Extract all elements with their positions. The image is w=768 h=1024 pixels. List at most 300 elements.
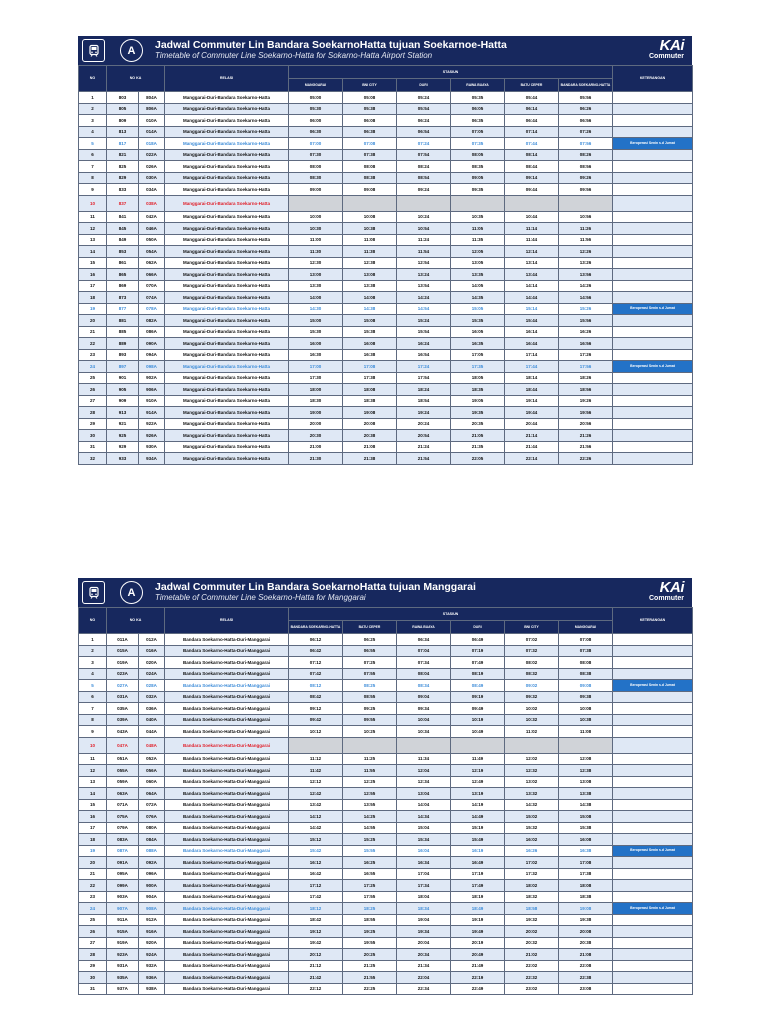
time-cell: 11:55 (343, 765, 397, 777)
header-station: BANDARA SOEKARNO-HATTA (559, 79, 613, 92)
route-cell: Manggarai-Duri-Bandara Soekarno-Hatta (165, 361, 289, 373)
route-cell: Manggarai-Duri-Bandara Soekarno-Hatta (165, 223, 289, 235)
time-cell: 18:02 (505, 880, 559, 892)
header-stasiun: STASIUN (289, 608, 613, 621)
note-cell (613, 972, 693, 984)
time-cell: 21:44 (505, 441, 559, 453)
time-cell: 23:08 (559, 983, 613, 995)
time-cell: 09:55 (343, 714, 397, 726)
time-cell: 17:54 (397, 372, 451, 384)
note-cell (613, 634, 693, 646)
time-cell: 18:24 (397, 384, 451, 396)
time-cell: 11:42 (289, 765, 343, 777)
time-cell: 07:25 (343, 657, 397, 669)
row-number: 12 (79, 223, 107, 235)
train-number: 019A (107, 657, 139, 669)
note-cell (613, 149, 693, 161)
time-cell: 14:30 (289, 303, 343, 315)
route-cell: Manggarai-Duri-Bandara Soekarno-Hatta (165, 115, 289, 127)
train-number: 829 (107, 172, 139, 184)
train-number-alt: 912A (139, 914, 165, 926)
train-number: 809 (107, 115, 139, 127)
time-cell: 08:05 (451, 149, 505, 161)
train-number-alt: 916A (139, 926, 165, 938)
train-number-alt: 096A (139, 868, 165, 880)
train-number-alt: 904A (139, 891, 165, 903)
train-number-alt: 060A (139, 776, 165, 788)
brand-name: KAi (659, 579, 684, 596)
time-cell: 10:00 (289, 211, 343, 223)
route-cell: Manggarai-Duri-Bandara Soekarno-Hatta (165, 292, 289, 304)
note-cell (613, 657, 693, 669)
note-cell (613, 914, 693, 926)
row-number: 24 (79, 361, 107, 373)
time-cell: 11:38 (343, 246, 397, 258)
train-number: 047A (107, 737, 139, 753)
train-number-alt: 098A (139, 361, 165, 373)
brand-sub: Commuter (648, 53, 684, 60)
train-number: 853 (107, 246, 139, 258)
time-cell: 22:14 (505, 453, 559, 465)
table-row (79, 269, 693, 281)
brand-name: KAi (659, 37, 684, 54)
note-cell (613, 776, 693, 788)
train-number: 907A (107, 903, 139, 915)
table-row (79, 195, 693, 211)
time-cell: 15:14 (505, 303, 559, 315)
train-number: 011A (107, 634, 139, 646)
header-keterangan: KETERANGAN (613, 608, 693, 634)
note-cell (613, 645, 693, 657)
time-cell (343, 195, 397, 211)
row-number: 3 (79, 115, 107, 127)
time-cell: 21:38 (343, 453, 397, 465)
route-cell: Bandara Soekarno-Hatta-Duri-Manggarai (165, 714, 289, 726)
route-cell: Bandara Soekarno-Hatta-Duri-Manggarai (165, 845, 289, 857)
train-number: 915A (107, 926, 139, 938)
route-cell: Bandara Soekarno-Hatta-Duri-Manggarai (165, 903, 289, 915)
row-number: 23 (79, 891, 107, 903)
note-cell (613, 430, 693, 442)
note-cell (613, 372, 693, 384)
train-number: 055A (107, 765, 139, 777)
time-cell: 16:44 (505, 338, 559, 350)
time-cell: 11:30 (289, 246, 343, 258)
route-cell: Bandara Soekarno-Hatta-Duri-Manggarai (165, 737, 289, 753)
time-cell: 18:49 (451, 903, 505, 915)
time-cell: 07:08 (343, 138, 397, 150)
time-cell: 18:54 (397, 395, 451, 407)
time-cell: 06:14 (505, 103, 559, 115)
time-cell: 20:38 (559, 937, 613, 949)
note-cell (613, 788, 693, 800)
note-cell (613, 172, 693, 184)
time-cell: 15:38 (343, 326, 397, 338)
row-number: 30 (79, 430, 107, 442)
time-cell: 17:24 (397, 361, 451, 373)
table-row (79, 691, 693, 703)
time-cell: 19:42 (289, 937, 343, 949)
header-relasi: RELASI (165, 66, 289, 92)
table-row (79, 103, 693, 115)
time-cell: 17:08 (559, 857, 613, 869)
time-cell: 10:38 (343, 223, 397, 235)
route-cell: Bandara Soekarno-Hatta-Duri-Manggarai (165, 880, 289, 892)
train-number: 083A (107, 834, 139, 846)
route-cell: Bandara Soekarno-Hatta-Duri-Manggarai (165, 868, 289, 880)
time-cell: 06:44 (505, 115, 559, 127)
time-cell: 12:32 (505, 765, 559, 777)
train-number-alt: 900A (139, 880, 165, 892)
row-number: 21 (79, 868, 107, 880)
train-number: 909 (107, 395, 139, 407)
time-cell: 22:08 (559, 960, 613, 972)
time-cell: 17:42 (289, 891, 343, 903)
time-cell: 15:08 (343, 315, 397, 327)
route-cell: Manggarai-Duri-Bandara Soekarno-Hatta (165, 257, 289, 269)
note-cell (613, 441, 693, 453)
time-cell: 13:00 (289, 269, 343, 281)
train-number-alt: 076A (139, 811, 165, 823)
note-cell (613, 246, 693, 258)
train-number-alt: 066A (139, 269, 165, 281)
route-cell: Manggarai-Duri-Bandara Soekarno-Hatta (165, 326, 289, 338)
train-number-alt: 906A (139, 384, 165, 396)
route-cell: Manggarai-Duri-Bandara Soekarno-Hatta (165, 395, 289, 407)
time-cell: 10:38 (559, 714, 613, 726)
note-cell (613, 338, 693, 350)
time-cell: 15:02 (505, 811, 559, 823)
row-number: 13 (79, 234, 107, 246)
note-cell (613, 269, 693, 281)
row-number: 5 (79, 680, 107, 692)
time-cell: 10:02 (505, 703, 559, 715)
table-row (79, 949, 693, 961)
time-cell: 15:26 (559, 303, 613, 315)
schedule-title: Jadwal Commuter Lin Bandara SoekarnoHatta tujuan Soekarnoe-Hatta (155, 39, 507, 51)
note-cell (613, 161, 693, 173)
row-number: 10 (79, 195, 107, 211)
time-cell: 15:00 (289, 315, 343, 327)
time-cell: 17:00 (289, 361, 343, 373)
time-cell: 08:42 (289, 691, 343, 703)
train-number-alt: 088A (139, 845, 165, 857)
time-cell: 12:30 (289, 257, 343, 269)
time-cell: 07:44 (505, 138, 559, 150)
time-cell: 10:56 (559, 211, 613, 223)
time-cell: 07:38 (559, 645, 613, 657)
row-number: 22 (79, 880, 107, 892)
time-cell: 12:04 (397, 765, 451, 777)
time-cell: 21:49 (451, 960, 505, 972)
train-number-alt: 804A (139, 92, 165, 104)
row-number: 2 (79, 103, 107, 115)
time-cell: 17:30 (289, 372, 343, 384)
time-cell: 10:24 (397, 211, 451, 223)
time-cell: 17:19 (451, 868, 505, 880)
time-cell: 11:54 (397, 246, 451, 258)
table-row (79, 361, 693, 373)
line-a-logo: A (120, 39, 143, 62)
row-number: 5 (79, 138, 107, 150)
train-number-alt: 028A (139, 680, 165, 692)
time-cell: 11:24 (397, 234, 451, 246)
table-row (79, 680, 693, 692)
note-cell (613, 891, 693, 903)
kai-commuter-logo (649, 580, 684, 603)
route-cell: Bandara Soekarno-Hatta-Duri-Manggarai (165, 634, 289, 646)
table-row (79, 280, 693, 292)
train-number-alt: 806A (139, 103, 165, 115)
train-number-alt: 042A (139, 211, 165, 223)
schedule-rows (79, 92, 693, 465)
time-cell: 14:04 (397, 799, 451, 811)
time-cell: 09:08 (343, 184, 397, 196)
train-number: 039A (107, 714, 139, 726)
time-cell: 06:26 (559, 103, 613, 115)
time-cell (343, 737, 397, 753)
train-number: 825 (107, 161, 139, 173)
row-number: 30 (79, 972, 107, 984)
train-number: 925 (107, 430, 139, 442)
route-cell: Bandara Soekarno-Hatta-Duri-Manggarai (165, 645, 289, 657)
note-cell (613, 983, 693, 995)
header-station: BNI CITY (343, 79, 397, 92)
time-cell: 14:05 (451, 280, 505, 292)
time-cell: 11:56 (559, 234, 613, 246)
time-cell: 08:35 (451, 161, 505, 173)
note-cell (613, 349, 693, 361)
time-cell: 16:26 (505, 845, 559, 857)
time-cell: 15:54 (397, 326, 451, 338)
time-cell: 12:26 (559, 246, 613, 258)
note-cell (613, 765, 693, 777)
header-no-ka: NO KA (107, 608, 165, 634)
train-number-alt: 070A (139, 280, 165, 292)
table-row (79, 430, 693, 442)
time-cell: 16:35 (451, 338, 505, 350)
time-cell: 07:26 (559, 126, 613, 138)
row-number: 19 (79, 303, 107, 315)
header-station: BNI CITY (505, 621, 559, 634)
time-cell: 22:05 (451, 453, 505, 465)
train-number-alt: 908A (139, 903, 165, 915)
table-row (79, 223, 693, 235)
note-cell (613, 822, 693, 834)
route-cell: Bandara Soekarno-Hatta-Duri-Manggarai (165, 691, 289, 703)
time-cell: 13:04 (397, 788, 451, 800)
route-cell: Bandara Soekarno-Hatta-Duri-Manggarai (165, 834, 289, 846)
time-cell: 11:08 (559, 726, 613, 738)
train-number-alt: 932A (139, 960, 165, 972)
table-row (79, 703, 693, 715)
note-cell (613, 453, 693, 465)
note-cell (613, 195, 693, 211)
row-number: 3 (79, 657, 107, 669)
train-number: 837 (107, 195, 139, 211)
time-cell: 10:44 (505, 211, 559, 223)
time-cell: 22:32 (505, 972, 559, 984)
time-cell: 09:12 (289, 703, 343, 715)
time-cell (559, 195, 613, 211)
time-cell: 08:44 (505, 161, 559, 173)
row-number: 15 (79, 257, 107, 269)
time-cell: 15:08 (559, 811, 613, 823)
train-number: 849 (107, 234, 139, 246)
train-number-alt: 032A (139, 691, 165, 703)
row-number: 24 (79, 903, 107, 915)
time-cell: 12:08 (559, 753, 613, 765)
time-cell: 18:55 (343, 914, 397, 926)
table-row (79, 349, 693, 361)
route-cell: Manggarai-Duri-Bandara Soekarno-Hatta (165, 138, 289, 150)
table-row (79, 845, 693, 857)
time-cell: 10:25 (343, 726, 397, 738)
time-cell: 10:32 (505, 714, 559, 726)
train-icon (82, 581, 105, 604)
train-number: 893 (107, 349, 139, 361)
table-row (79, 372, 693, 384)
row-number: 11 (79, 211, 107, 223)
table-row (79, 384, 693, 396)
time-cell: 12:14 (505, 246, 559, 258)
time-cell: 16:49 (451, 857, 505, 869)
row-number: 7 (79, 703, 107, 715)
time-cell: 10:49 (451, 726, 505, 738)
note-cell (613, 92, 693, 104)
route-cell: Manggarai-Duri-Bandara Soekarno-Hatta (165, 372, 289, 384)
route-cell: Manggarai-Duri-Bandara Soekarno-Hatta (165, 338, 289, 350)
line-a-logo: A (120, 581, 143, 604)
table-row (79, 315, 693, 327)
row-number: 8 (79, 714, 107, 726)
table-row (79, 776, 693, 788)
table-row (79, 737, 693, 753)
time-cell: 17:34 (397, 880, 451, 892)
time-cell: 16:19 (451, 845, 505, 857)
time-cell: 20:49 (451, 949, 505, 961)
time-cell: 19:38 (559, 914, 613, 926)
train-number: 897 (107, 361, 139, 373)
time-cell: 16:34 (397, 857, 451, 869)
row-number: 27 (79, 937, 107, 949)
route-cell: Manggarai-Duri-Bandara Soekarno-Hatta (165, 172, 289, 184)
time-cell: 06:38 (343, 126, 397, 138)
note-cell (613, 126, 693, 138)
table-row (79, 880, 693, 892)
train-number-alt: 056A (139, 765, 165, 777)
row-number: 13 (79, 776, 107, 788)
time-cell: 16:42 (289, 868, 343, 880)
note-cell: Beroperasi Senin s.d Jumat (613, 138, 693, 150)
time-cell: 15:38 (559, 822, 613, 834)
note-cell (613, 223, 693, 235)
time-cell: 12:34 (397, 776, 451, 788)
time-cell: 21:54 (397, 453, 451, 465)
time-cell: 07:14 (505, 126, 559, 138)
time-cell: 08:38 (559, 668, 613, 680)
train-number-alt: 924A (139, 949, 165, 961)
time-cell: 18:38 (343, 395, 397, 407)
time-cell: 07:38 (343, 149, 397, 161)
time-cell: 21:12 (289, 960, 343, 972)
note-cell (613, 103, 693, 115)
note-cell: Beroperasi Senin s.d Jumat (613, 903, 693, 915)
table-row (79, 753, 693, 765)
header-station: BATU CEPER (343, 621, 397, 634)
train-number: 043A (107, 726, 139, 738)
time-cell: 10:19 (451, 714, 505, 726)
train-number-alt: 934A (139, 453, 165, 465)
time-cell: 20:56 (559, 418, 613, 430)
time-cell: 16:56 (559, 338, 613, 350)
table-row (79, 234, 693, 246)
route-cell: Manggarai-Duri-Bandara Soekarno-Hatta (165, 184, 289, 196)
time-cell: 10:08 (559, 703, 613, 715)
train-number: 813 (107, 126, 139, 138)
table-row (79, 811, 693, 823)
train-number-alt: 080A (139, 822, 165, 834)
train-number-alt: 010A (139, 115, 165, 127)
time-cell: 15:30 (289, 326, 343, 338)
brand-sub: Commuter (648, 595, 684, 602)
train-number: 087A (107, 845, 139, 857)
train-number: 079A (107, 822, 139, 834)
row-number: 21 (79, 326, 107, 338)
train-number-alt: 048A (139, 737, 165, 753)
time-cell: 07:00 (289, 138, 343, 150)
time-cell: 09:26 (559, 172, 613, 184)
train-number: 817 (107, 138, 139, 150)
time-cell: 08:49 (451, 680, 505, 692)
header-relasi: RELASI (165, 608, 289, 634)
time-cell: 20:12 (289, 949, 343, 961)
route-cell: Manggarai-Duri-Bandara Soekarno-Hatta (165, 280, 289, 292)
route-cell: Manggarai-Duri-Bandara Soekarno-Hatta (165, 103, 289, 115)
time-cell: 17:02 (505, 857, 559, 869)
row-number: 11 (79, 753, 107, 765)
time-cell (397, 737, 451, 753)
header-keterangan: KETERANGAN (613, 66, 693, 92)
route-cell: Manggarai-Duri-Bandara Soekarno-Hatta (165, 453, 289, 465)
note-cell: Beroperasi Senin s.d Jumat (613, 303, 693, 315)
time-cell: 15:12 (289, 834, 343, 846)
time-cell: 06:56 (559, 115, 613, 127)
train-number: 023A (107, 668, 139, 680)
table-row (79, 799, 693, 811)
train-number: 905 (107, 384, 139, 396)
time-cell: 19:08 (343, 407, 397, 419)
time-cell: 09:14 (505, 172, 559, 184)
row-number: 23 (79, 349, 107, 361)
time-cell: 15:56 (559, 315, 613, 327)
route-cell: Bandara Soekarno-Hatta-Duri-Manggarai (165, 753, 289, 765)
time-cell: 17:56 (559, 361, 613, 373)
time-cell: 13:55 (343, 799, 397, 811)
row-number: 7 (79, 161, 107, 173)
train-number-alt: 902A (139, 372, 165, 384)
train-number: 873 (107, 292, 139, 304)
time-cell: 06:12 (289, 634, 343, 646)
time-cell: 14:24 (397, 292, 451, 304)
time-cell: 09:25 (343, 703, 397, 715)
time-cell: 06:24 (397, 115, 451, 127)
train-number: 933 (107, 453, 139, 465)
time-cell: 06:00 (289, 115, 343, 127)
time-cell: 08:02 (505, 657, 559, 669)
time-cell: 13:54 (397, 280, 451, 292)
time-cell: 19:04 (397, 914, 451, 926)
